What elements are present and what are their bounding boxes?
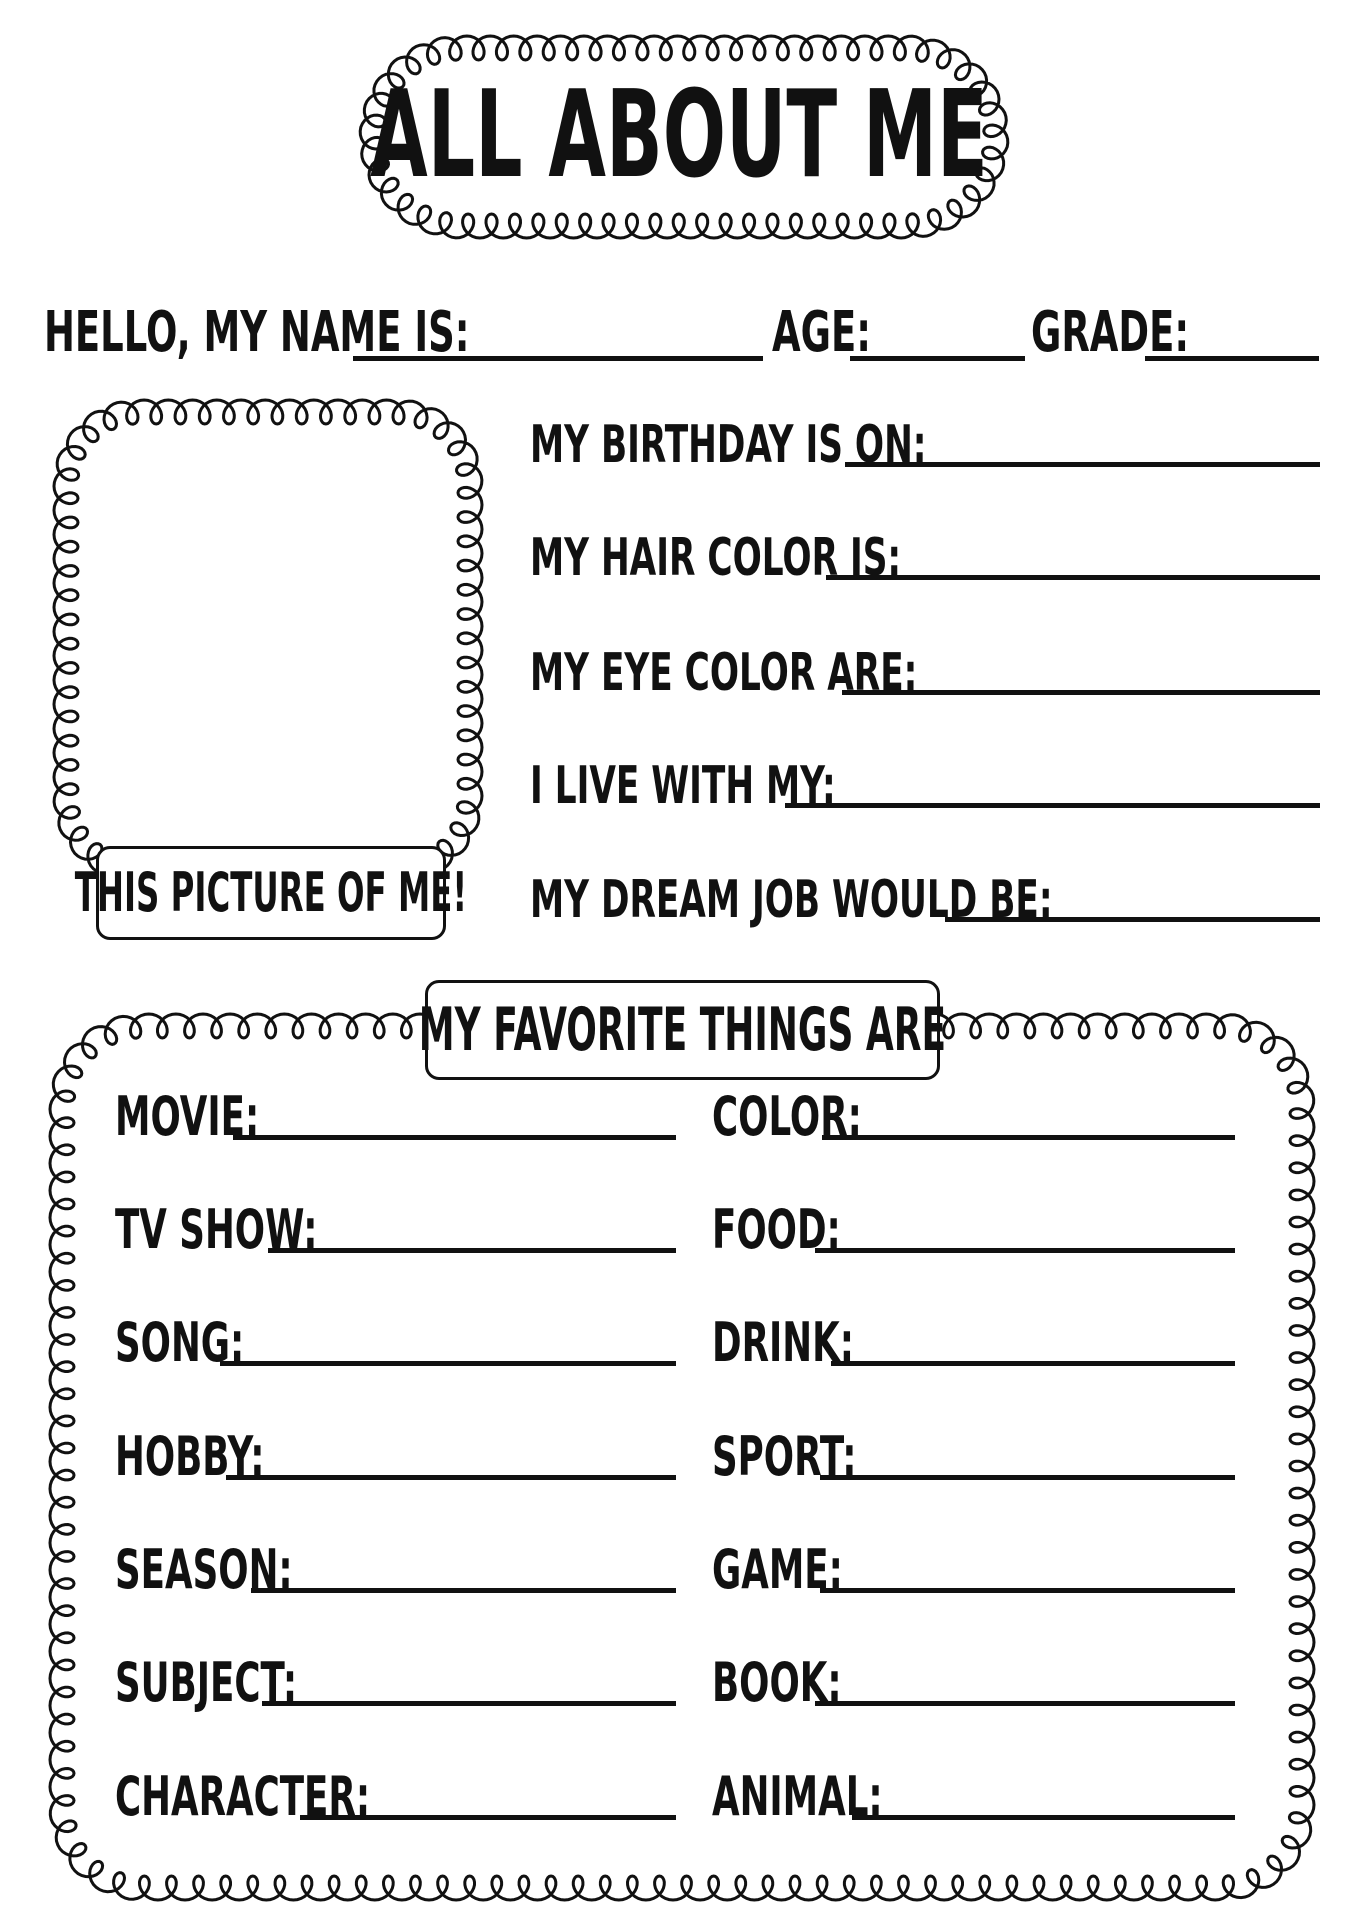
- hobby-field[interactable]: [226, 1475, 676, 1480]
- grade-label: GRADE:: [1031, 300, 1190, 365]
- food-field[interactable]: [815, 1248, 1235, 1253]
- character-field[interactable]: [300, 1815, 676, 1820]
- eye-color-label: MY EYE COLOR ARE:: [530, 643, 918, 703]
- book-label: BOOK:: [712, 1651, 842, 1714]
- favorites-heading-box: [418, 980, 947, 1080]
- birthday-label: MY BIRTHDAY IS ON:: [530, 415, 927, 475]
- eye-color-field[interactable]: [842, 690, 1320, 695]
- subject-field[interactable]: [262, 1701, 676, 1706]
- drink-label: DRINK:: [712, 1311, 854, 1374]
- drink-field[interactable]: [831, 1361, 1235, 1366]
- birthday-field[interactable]: [845, 462, 1320, 467]
- page-title: ALL ABOUT ME: [370, 66, 988, 205]
- favorites-heading: MY FAVORITE THINGS ARE: [418, 995, 947, 1065]
- song-label: SONG:: [115, 1311, 245, 1374]
- hair-color-field[interactable]: [826, 575, 1320, 580]
- movie-label: MOVIE:: [115, 1085, 260, 1148]
- name-field[interactable]: [353, 356, 763, 361]
- age-field[interactable]: [850, 356, 1025, 361]
- tv-show-label: TV SHOW:: [115, 1198, 318, 1261]
- live-with-field[interactable]: [785, 803, 1320, 808]
- picture-caption-box: [74, 846, 468, 940]
- game-field[interactable]: [820, 1588, 1235, 1593]
- game-label: GAME:: [712, 1538, 843, 1601]
- movie-field[interactable]: [233, 1135, 676, 1140]
- dream-job-label: MY DREAM JOB WOULD BE:: [530, 870, 1053, 930]
- hair-color-label: MY HAIR COLOR IS:: [530, 528, 902, 588]
- photo-placeholder[interactable]: [85, 450, 443, 840]
- character-label: CHARACTER:: [115, 1765, 371, 1828]
- animal-field[interactable]: [852, 1815, 1235, 1820]
- picture-caption: THIS PICTURE OF ME!: [74, 861, 468, 924]
- color-field[interactable]: [822, 1135, 1235, 1140]
- live-with-label: I LIVE WITH MY:: [530, 756, 836, 816]
- season-field[interactable]: [251, 1588, 676, 1593]
- name-label: HELLO, MY NAME IS:: [44, 300, 470, 365]
- song-field[interactable]: [220, 1361, 676, 1366]
- subject-label: SUBJECT:: [115, 1651, 298, 1714]
- dream-job-field[interactable]: [945, 917, 1320, 922]
- food-label: FOOD:: [712, 1198, 841, 1261]
- tv-show-field[interactable]: [268, 1248, 676, 1253]
- sport-field[interactable]: [820, 1475, 1235, 1480]
- hobby-label: HOBBY:: [115, 1425, 265, 1488]
- book-field[interactable]: [815, 1701, 1235, 1706]
- animal-label: ANIMAL:: [712, 1765, 883, 1828]
- grade-field[interactable]: [1145, 356, 1319, 361]
- age-label: AGE:: [772, 300, 871, 365]
- sport-label: SPORT:: [712, 1425, 857, 1488]
- season-label: SEASON:: [115, 1538, 293, 1601]
- color-label: COLOR:: [712, 1085, 862, 1148]
